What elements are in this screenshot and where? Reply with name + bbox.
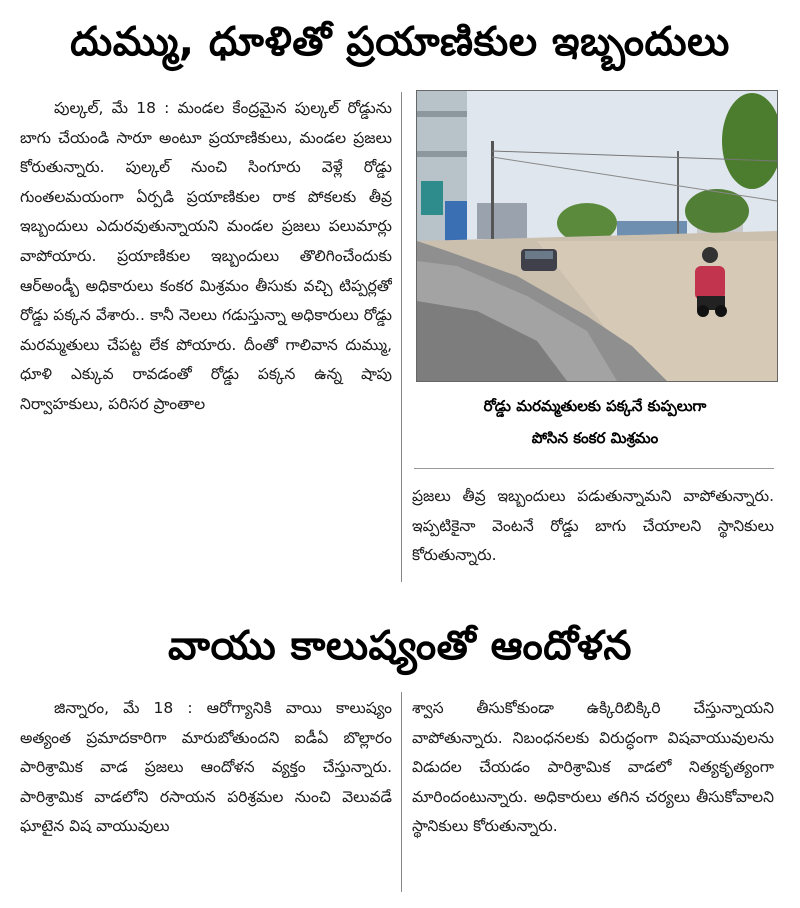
photo-caption-line: రోడ్డు మరమ్మతులకు పక్కనే కుప్పలుగా (483, 397, 707, 415)
photo-caption-line: పోసిన కంకర మిశ్రమం (531, 429, 659, 447)
column-divider (401, 92, 402, 582)
article2-paragraph: శ్వాస తీసుకోకుండా ఉక్కిరిబిక్కిరి చేస్తున్నాయని వాపోతున్నారు. నిబంధనలకు విరుద్ధంగా విషవాయువులను విడుదల చేయడం పారిశ్రామిక వాడలో నిత్యకృత్యంగా మారిందంటున్నారు. అధికారులు తగిన చర్యలు తీసుకోవాలని స్థానికులు కోరుతున్నారు. (412, 699, 774, 836)
article1-headline: దుమ్ము, ధూళితో ప్రయాణికుల ఇబ్బందులు (70, 19, 730, 65)
article2-headline: వాయు కాలుష్యంతో ఆందోళన (168, 623, 632, 669)
caption-divider (414, 468, 774, 469)
article1-body-right (412, 482, 774, 578)
column-divider (401, 692, 402, 892)
article1-paragraph: ప్రజలు తీవ్ర ఇబ్బందులు పడుతున్నామని వాపోతున్నారు. ఇప్పటికైనా వెంటనే రోడ్డు బాగు చేయాలని స్థానికులు కోరుతున్నారు. (412, 487, 774, 565)
article1-body-left (20, 94, 392, 580)
article2-body-left (20, 694, 392, 894)
article2-paragraph: జిన్నారం, మే 18 : ఆరోగ్యానికి వాయి కాలుష్యం అత్యంత ప్రమాదకారిగా మారుబోతుందని ఐడీఏ బొల్లారం పారిశ్రామిక వాడ ప్రజలు ఆందోళన వ్యక్తం చేస్తున్నారు. పారిశ్రామిక వాడలోని రసాయన పరిశ్రమల నుంచి వెలువడే ఘాటైన విష వాయువులు (20, 699, 392, 836)
article1-paragraph: పుల్కల్, మే 18 : మండల కేంద్రమైన పుల్కల్ రోడ్డును బాగు చేయండి సారూ అంటూ ప్రయాణికులు, మండల ప్రజలు కోరుతున్నారు. పుల్కల్ నుంచి సింగూరు వెళ్లే రోడ్డు గుంతలమయంగా ఏర్పడి ప్రయాణికుల రాక పోకలకు తీవ్ర ఇబ్బందులు ఎదురవుతున్నాయని మండల ప్రజలు పలుమార్లు వాపోయారు. ప్రయాణికుల ఇబ్బందులు తొలిగించేందుకు ఆర్అండ్బీ అధికారులు కంకర మిశ్రమం తీసుకు వచ్చి టిప్పర్లతో రోడ్డు పక్కన వేశారు.. కానీ నెలలు గడుస్తున్నా అధికారులు రోడ్డు మరమ్మతులు చేపట్ట లేక పోయారు. దీంతో గాలివాన దుమ్ము, ధూళి ఎక్కువ రావడంతో రోడ్డు పక్కన ఉన్న షాపు నిర్వాహకులు, పరిసర ప్రాంతాల (20, 99, 392, 413)
article2-body-right (412, 694, 774, 894)
photo-caption (414, 390, 776, 454)
road-photo (416, 90, 778, 382)
